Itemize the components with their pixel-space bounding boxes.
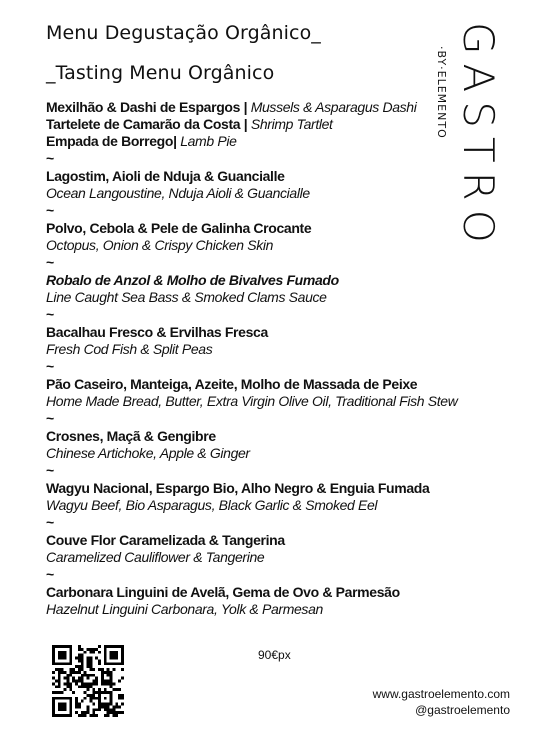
dish-name-pt: Carbonara Linguini de Avelã, Gema de Ovo & Parmesão [46,584,400,600]
dish-name-pt: Pão Caseiro, Manteiga, Azeite, Molho de Massada de Peixe [46,376,418,392]
dish-name-en: Hazelnut Linguini Carbonara, Yolk & Parmesan [46,601,323,617]
course-separator: ~ [46,358,52,374]
dish-name-en: Wagyu Beef, Bio Asparagus, Black Garlic & Smoked Eel [46,497,378,513]
dish-name-pt: Couve Flor Caramelizada & Tangerina [46,532,285,548]
dish-name-en: Caramelized Cauliflower & Tangerine [46,549,265,565]
instagram-handle[interactable]: @gastroelemento [415,703,510,717]
qr-code-icon[interactable] [52,645,124,717]
menu-line [46,497,506,514]
dish-name-en: Shrimp Tartlet [250,116,333,132]
dish-name-pt: Crosnes, Maçã & Gengibre [46,428,216,444]
course-separator: ~ [46,514,52,530]
menu-line [46,237,506,254]
menu-line [46,445,506,462]
dish-name-en: Mussels & Asparagus Dashi [250,99,417,115]
menu-line [46,220,506,237]
menu-line [46,168,506,185]
dish-name-en: Chinese Artichoke, Apple & Ginger [46,445,250,461]
menu-line [46,341,506,358]
menu-title-line-1: Menu Degustação Orgânico_ [46,22,321,44]
course-separator: ~ [46,254,52,270]
course-separator: ~ [46,410,52,426]
dish-name-pt: Bacalhau Fresco & Ervilhas Fresca [46,324,268,340]
course-separator: ~ [46,306,52,322]
dish-name-en: Octopus, Onion & Crispy Chicken Skin [46,237,274,253]
menu-line [46,289,506,306]
dish-name-en: Ocean Langoustine, Nduja Aioli & Guancialle [46,185,310,201]
course-separator: ~ [46,462,52,478]
menu-price: 90€px [258,648,291,662]
dish-name-pt: Wagyu Nacional, Espargo Bio, Alho Negro & Enguia Fumada [46,480,430,496]
logo-wordmark: GASTRO [454,22,503,252]
dish-name-en: Line Caught Sea Bass & Smoked Clams Sauce [46,289,327,305]
menu-line [46,133,506,150]
website-link[interactable]: www.gastroelemento.com [372,687,510,701]
menu-line [46,428,506,445]
dish-name-en: Home Made Bread, Butter, Extra Virgin Olive Oil, Traditional Fish Stew [46,393,458,409]
menu-line [46,584,506,601]
menu-line [46,601,506,618]
menu-title-line-2: _Tasting Menu Orgânico [46,62,275,84]
dish-name-pt: Robalo de Anzol & Molho de Bivalves Fumado [46,272,339,288]
tasting-menu-list [46,99,506,618]
menu-line [46,532,506,549]
menu-line [46,324,506,341]
dish-name-pt: Lagostim, Aioli de Nduja & Guancialle [46,168,285,184]
dish-name-pt: Tartelete de Camarão da Costa | [46,116,251,132]
menu-line [46,376,506,393]
course-separator: ~ [46,150,52,166]
dish-name-pt: Polvo, Cebola & Pele de Galinha Crocante [46,220,312,236]
menu-line [46,480,506,497]
menu-line [46,549,506,566]
menu-line [46,99,506,116]
menu-line [46,185,506,202]
course-separator: ~ [46,202,52,218]
dish-name-en: Lamb Pie [180,133,237,149]
menu-line [46,393,506,410]
menu-line [46,116,506,133]
logo-subtitle: ·BY·ELEMENTO [435,46,448,139]
dish-name-pt: Mexilhão & Dashi de Espargos | [46,99,251,115]
dish-name-pt: Empada de Borrego| [46,133,181,149]
footer-contact [373,686,510,718]
course-separator: ~ [46,566,52,582]
dish-name-en: Fresh Cod Fish & Split Peas [46,341,213,357]
menu-line [46,272,506,289]
